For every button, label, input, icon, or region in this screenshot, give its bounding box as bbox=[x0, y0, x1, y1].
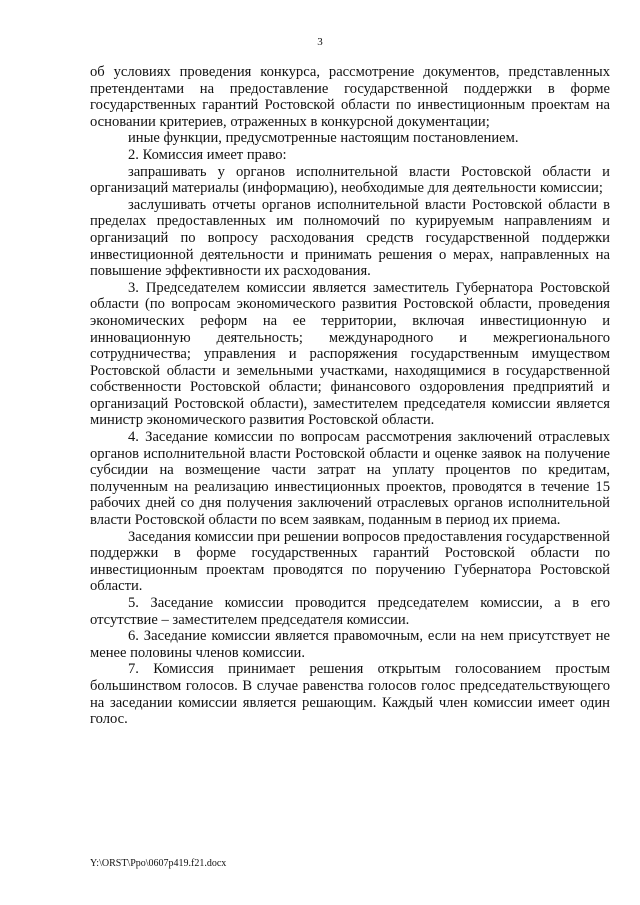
file-path-footer: Y:\ORST\Ppo\0607p419.f21.docx bbox=[90, 858, 227, 869]
paragraph-3: 2. Комиссия имеет право: bbox=[128, 146, 287, 163]
paragraph-9: 5. Заседание комиссии проводится председателем комиссии, а в его отсутствие – заместителем председателя комиссии. bbox=[90, 595, 610, 628]
paragraph-4: запрашивать у органов исполнительной власти Ростовской области и организаций материалы (информацию), необходимые для деятельности комиссии; bbox=[90, 163, 610, 197]
page-number: 3 bbox=[317, 36, 323, 48]
paragraph-2: иные функции, предусмотренные настоящим постановлением. bbox=[128, 130, 519, 147]
paragraph-7: 4. Заседание комиссии по вопросам рассмотрения заключений отраслевых органов исполнительной власти Ростовской области и оценке заявок на получение субсидии на возмещение части затрат на уплату процентов по кредитам, полученным на реализацию инвестиционных проектов, проводятся в течение 15 рабочих дней со дня получения заключений отраслевых органов исполнительной власти Ростовской области по всем заявкам, поданным в период их приема. bbox=[90, 429, 610, 529]
paragraph-5: заслушивать отчеты органов исполнительной власти Ростовской области в пределах предоставленных им полномочий по курируемым направлениям и организаций по вопросу расходования средств государственной поддержки инвестиционной деятельности и принимать решения о мерах, направленных на повышение эффективности их расходования. bbox=[90, 196, 610, 280]
paragraph-11: 7. Комиссия принимает решения открытым голосованием простым большинством голосов. В случае равенства голосов голос председательствующего на заседании комиссии является решающим. Каждый член комиссии имеет один голос. bbox=[90, 661, 610, 728]
document-body bbox=[90, 64, 610, 728]
paragraph-8: Заседания комиссии при решении вопросов предоставления государственной поддержки в форме государственных гарантий Ростовской области по инвестиционным проектам проводятся по поручению Губернатора Ростовской области. bbox=[90, 528, 610, 595]
paragraph-1: об условиях проведения конкурса, рассмотрение документов, представленных претендентами на предоставление государственной поддержки в форме государственных гарантий Ростовской области по инвестиционным проектам на основании критериев, отраженных в конкурсной документации; bbox=[90, 64, 610, 130]
paragraph-10: 6. Заседание комиссии является правомочным, если на нем присутствует не менее половины членов комиссии. bbox=[90, 628, 610, 661]
paragraph-6: 3. Председателем комиссии является заместитель Губернатора Ростовской области (по вопросам экономического развития Ростовской области, проведения экономических реформ на ее территории, включая инвестиционную и инновационную деятельность; международного и межрегионального сотрудничества; управления и распоряжения государственным имуществом Ростовской области и земельными участками, находящимися в государственной собственности Ростовской области; финансового оздоровления предприятий и организаций Ростовской области), заместителем председателя комиссии является министр экономического развития Ростовской области. bbox=[90, 279, 610, 429]
